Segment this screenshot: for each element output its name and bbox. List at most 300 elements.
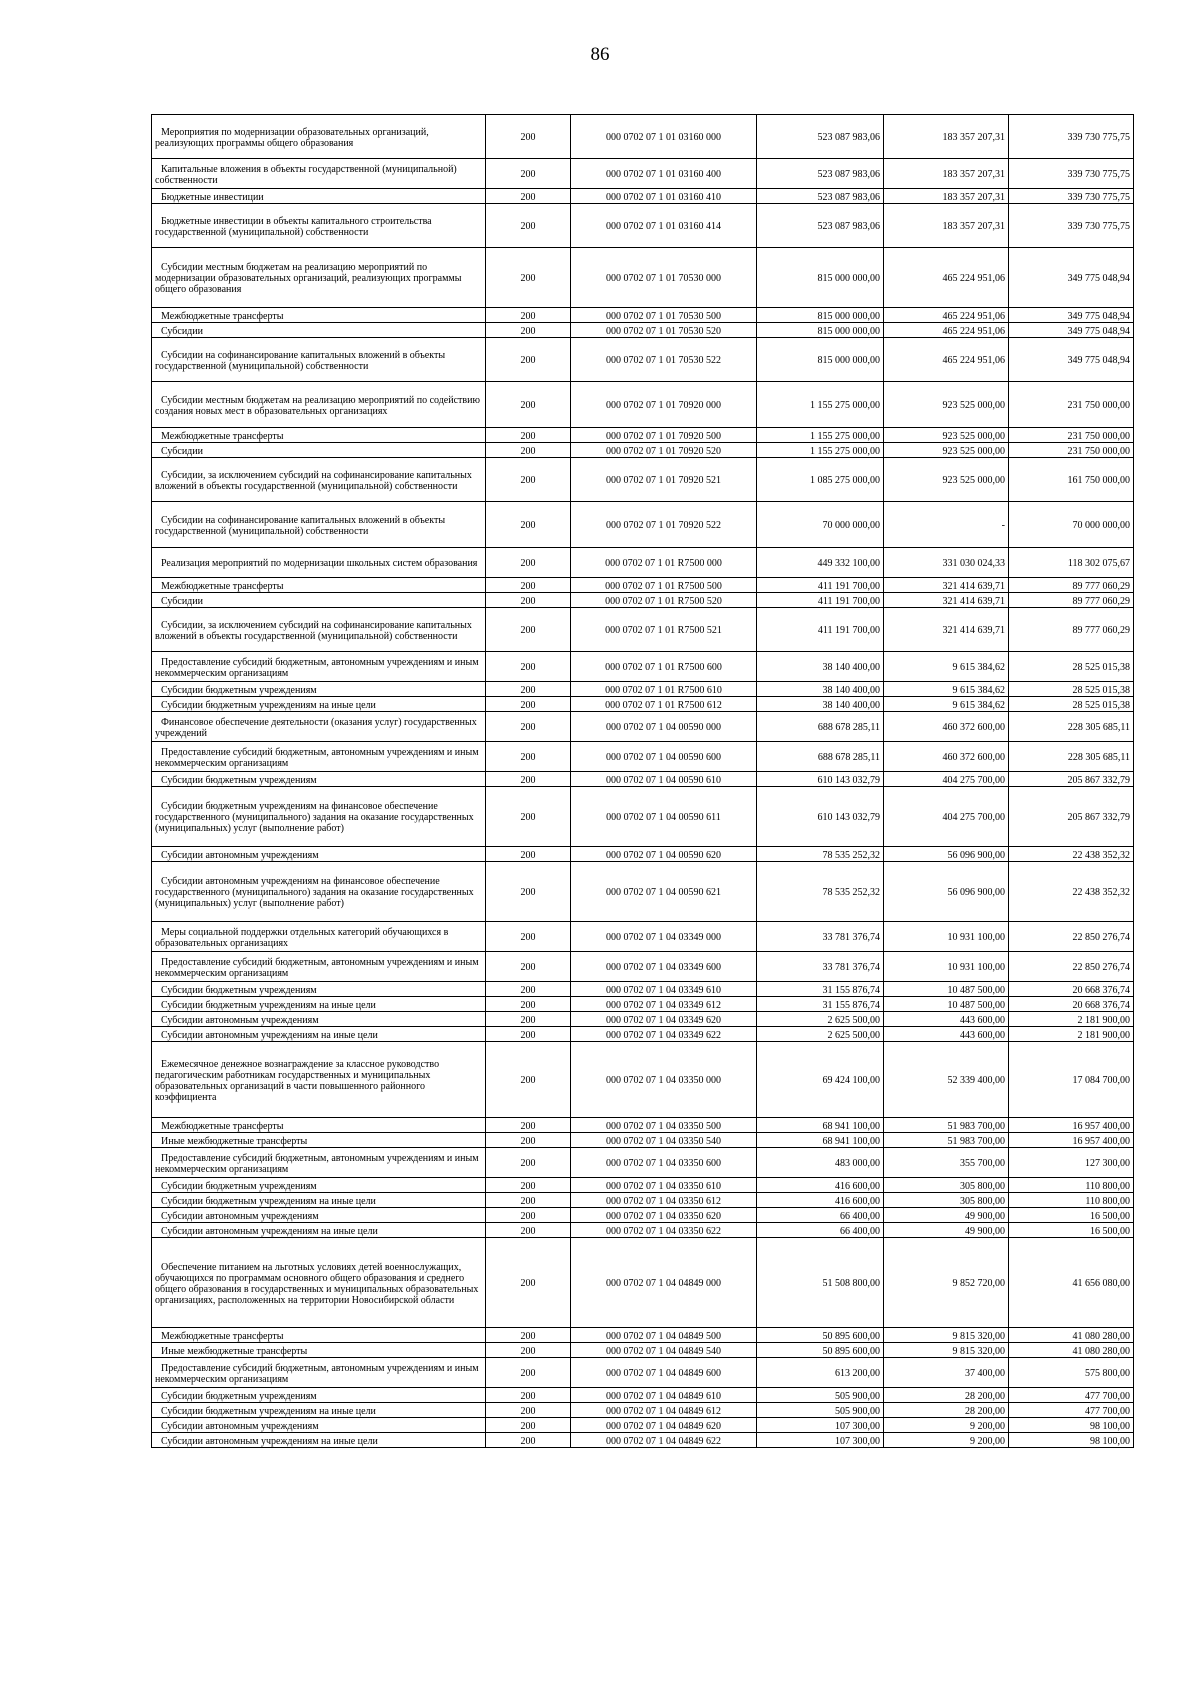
cell-unexecuted-amount: 349 775 048,94 xyxy=(1009,308,1134,323)
cell-unexecuted-amount: 2 181 900,00 xyxy=(1009,1027,1134,1042)
cell-name: Субсидии бюджетным учреждениям xyxy=(152,1178,486,1193)
cell-executed-amount: 443 600,00 xyxy=(884,1012,1009,1027)
cell-classification-code: 000 0702 07 1 01 R7500 500 xyxy=(571,578,757,593)
cell-classification-code: 000 0702 07 1 04 00590 610 xyxy=(571,772,757,787)
cell-executed-amount: 331 030 024,33 xyxy=(884,548,1009,578)
cell-classification-code: 000 0702 07 1 01 70530 520 xyxy=(571,323,757,338)
cell-unexecuted-amount: 16 500,00 xyxy=(1009,1208,1134,1223)
cell-name: Субсидии бюджетным учреждениям на иные цели xyxy=(152,697,486,712)
cell-name: Субсидии автономным учреждениям xyxy=(152,1208,486,1223)
cell-name: Субсидии местным бюджетам на реализацию мероприятий по содействию создания новых мест в образовательных организациях xyxy=(152,382,486,428)
budget-execution-table xyxy=(151,114,1134,1448)
cell-classification-code: 000 0702 07 1 04 04849 000 xyxy=(571,1238,757,1328)
cell-unexecuted-amount: 16 957 400,00 xyxy=(1009,1118,1134,1133)
cell-unexecuted-amount: 477 700,00 xyxy=(1009,1388,1134,1403)
cell-executed-amount: 9 615 384,62 xyxy=(884,697,1009,712)
cell-approved-amount: 50 895 600,00 xyxy=(757,1328,884,1343)
cell-approved-amount: 613 200,00 xyxy=(757,1358,884,1388)
cell-classification-code: 000 0702 07 1 04 03350 500 xyxy=(571,1118,757,1133)
cell-classification-code: 000 0702 07 1 04 03350 612 xyxy=(571,1193,757,1208)
cell-line-code: 200 xyxy=(486,1403,571,1418)
cell-unexecuted-amount: 98 100,00 xyxy=(1009,1433,1134,1448)
cell-classification-code: 000 0702 07 1 01 70530 500 xyxy=(571,308,757,323)
cell-approved-amount: 2 625 500,00 xyxy=(757,1012,884,1027)
cell-approved-amount: 2 625 500,00 xyxy=(757,1027,884,1042)
table-row xyxy=(152,1193,1134,1208)
cell-line-code: 200 xyxy=(486,697,571,712)
cell-approved-amount: 69 424 100,00 xyxy=(757,1042,884,1118)
cell-name: Субсидии xyxy=(152,443,486,458)
cell-executed-amount: 183 357 207,31 xyxy=(884,189,1009,204)
table-row xyxy=(152,1012,1134,1027)
cell-unexecuted-amount: 28 525 015,38 xyxy=(1009,682,1134,697)
cell-line-code: 200 xyxy=(486,159,571,189)
cell-executed-amount: 56 096 900,00 xyxy=(884,847,1009,862)
cell-classification-code: 000 0702 07 1 01 R7500 600 xyxy=(571,652,757,682)
cell-line-code: 200 xyxy=(486,593,571,608)
cell-executed-amount: 9 200,00 xyxy=(884,1418,1009,1433)
cell-unexecuted-amount: 231 750 000,00 xyxy=(1009,382,1134,428)
cell-classification-code: 000 0702 07 1 01 70920 500 xyxy=(571,428,757,443)
cell-name: Предоставление субсидий бюджетным, автономным учреждениям и иным некоммерческим организациям xyxy=(152,1358,486,1388)
cell-approved-amount: 523 087 983,06 xyxy=(757,189,884,204)
table-row xyxy=(152,1403,1134,1418)
cell-executed-amount: 37 400,00 xyxy=(884,1358,1009,1388)
cell-name: Межбюджетные трансферты xyxy=(152,578,486,593)
cell-classification-code: 000 0702 07 1 04 03349 000 xyxy=(571,922,757,952)
cell-name: Субсидии бюджетным учреждениям xyxy=(152,772,486,787)
cell-name: Реализация мероприятий по модернизации школьных систем образования xyxy=(152,548,486,578)
cell-name: Субсидии бюджетным учреждениям xyxy=(152,682,486,697)
cell-classification-code: 000 0702 07 1 04 03350 000 xyxy=(571,1042,757,1118)
cell-executed-amount: 183 357 207,31 xyxy=(884,204,1009,248)
cell-classification-code: 000 0702 07 1 01 70920 522 xyxy=(571,502,757,548)
cell-approved-amount: 523 087 983,06 xyxy=(757,115,884,159)
table-row xyxy=(152,652,1134,682)
cell-classification-code: 000 0702 07 1 04 04849 620 xyxy=(571,1418,757,1433)
cell-line-code: 200 xyxy=(486,682,571,697)
cell-classification-code: 000 0702 07 1 04 03350 622 xyxy=(571,1223,757,1238)
cell-executed-amount: 9 615 384,62 xyxy=(884,682,1009,697)
cell-executed-amount: 52 339 400,00 xyxy=(884,1042,1009,1118)
cell-executed-amount: 9 815 320,00 xyxy=(884,1343,1009,1358)
cell-executed-amount: 51 983 700,00 xyxy=(884,1133,1009,1148)
page-number: 86 xyxy=(590,44,610,65)
cell-executed-amount: 49 900,00 xyxy=(884,1223,1009,1238)
table-row xyxy=(152,248,1134,308)
table-row xyxy=(152,443,1134,458)
cell-unexecuted-amount: 339 730 775,75 xyxy=(1009,115,1134,159)
cell-name: Субсидии на софинансирование капитальных вложений в объекты государственной (муниципальной) собственности xyxy=(152,338,486,382)
table-row xyxy=(152,1388,1134,1403)
cell-classification-code: 000 0702 07 1 04 03349 610 xyxy=(571,982,757,997)
cell-executed-amount: 460 372 600,00 xyxy=(884,742,1009,772)
cell-line-code: 200 xyxy=(486,248,571,308)
cell-executed-amount: 404 275 700,00 xyxy=(884,787,1009,847)
cell-name: Предоставление субсидий бюджетным, автономным учреждениям и иным некоммерческим организациям xyxy=(152,1148,486,1178)
cell-executed-amount: 321 414 639,71 xyxy=(884,593,1009,608)
cell-executed-amount: 321 414 639,71 xyxy=(884,608,1009,652)
cell-name: Субсидии местным бюджетам на реализацию мероприятий по модернизации образовательных организаций, реализующих программы общего образования xyxy=(152,248,486,308)
cell-approved-amount: 33 781 376,74 xyxy=(757,922,884,952)
cell-approved-amount: 411 191 700,00 xyxy=(757,578,884,593)
cell-unexecuted-amount: 349 775 048,94 xyxy=(1009,323,1134,338)
cell-executed-amount: 28 200,00 xyxy=(884,1403,1009,1418)
cell-unexecuted-amount: 70 000 000,00 xyxy=(1009,502,1134,548)
cell-unexecuted-amount: 349 775 048,94 xyxy=(1009,338,1134,382)
cell-approved-amount: 483 000,00 xyxy=(757,1148,884,1178)
cell-line-code: 200 xyxy=(486,323,571,338)
table-row xyxy=(152,323,1134,338)
table-row xyxy=(152,1042,1134,1118)
cell-line-code: 200 xyxy=(486,862,571,922)
cell-line-code: 200 xyxy=(486,847,571,862)
table-row xyxy=(152,1027,1134,1042)
cell-line-code: 200 xyxy=(486,308,571,323)
table-row xyxy=(152,1178,1134,1193)
cell-unexecuted-amount: 89 777 060,29 xyxy=(1009,608,1134,652)
cell-unexecuted-amount: 89 777 060,29 xyxy=(1009,578,1134,593)
cell-approved-amount: 523 087 983,06 xyxy=(757,159,884,189)
table-row xyxy=(152,159,1134,189)
cell-approved-amount: 505 900,00 xyxy=(757,1403,884,1418)
cell-line-code: 200 xyxy=(486,1118,571,1133)
cell-classification-code: 000 0702 07 1 01 70920 521 xyxy=(571,458,757,502)
cell-unexecuted-amount: 127 300,00 xyxy=(1009,1148,1134,1178)
cell-name: Субсидии, за исключением субсидий на софинансирование капитальных вложений в объекты государственной (муниципальной) собственности xyxy=(152,608,486,652)
cell-classification-code: 000 0702 07 1 04 03350 600 xyxy=(571,1148,757,1178)
cell-unexecuted-amount: 161 750 000,00 xyxy=(1009,458,1134,502)
cell-unexecuted-amount: 89 777 060,29 xyxy=(1009,593,1134,608)
cell-name: Предоставление субсидий бюджетным, автономным учреждениям и иным некоммерческим организациям xyxy=(152,952,486,982)
cell-classification-code: 000 0702 07 1 04 04849 622 xyxy=(571,1433,757,1448)
cell-approved-amount: 411 191 700,00 xyxy=(757,608,884,652)
cell-line-code: 200 xyxy=(486,742,571,772)
cell-unexecuted-amount: 17 084 700,00 xyxy=(1009,1042,1134,1118)
cell-executed-amount: 9 200,00 xyxy=(884,1433,1009,1448)
cell-line-code: 200 xyxy=(486,1418,571,1433)
cell-name: Субсидии бюджетным учреждениям на финансовое обеспечение государственного (муниципального) задания на оказание государственных (муниципальных) услуг (выполнение работ) xyxy=(152,787,486,847)
cell-unexecuted-amount: 228 305 685,11 xyxy=(1009,742,1134,772)
cell-approved-amount: 1 155 275 000,00 xyxy=(757,443,884,458)
cell-line-code: 200 xyxy=(486,787,571,847)
cell-unexecuted-amount: 205 867 332,79 xyxy=(1009,772,1134,787)
cell-classification-code: 000 0702 07 1 01 70920 520 xyxy=(571,443,757,458)
cell-name: Иные межбюджетные трансферты xyxy=(152,1343,486,1358)
table-row xyxy=(152,428,1134,443)
cell-classification-code: 000 0702 07 1 01 R7500 520 xyxy=(571,593,757,608)
cell-approved-amount: 449 332 100,00 xyxy=(757,548,884,578)
cell-executed-amount: 183 357 207,31 xyxy=(884,159,1009,189)
cell-classification-code: 000 0702 07 1 01 R7500 521 xyxy=(571,608,757,652)
cell-unexecuted-amount: 41 080 280,00 xyxy=(1009,1343,1134,1358)
cell-executed-amount: 10 931 100,00 xyxy=(884,922,1009,952)
table-row xyxy=(152,608,1134,652)
table-row xyxy=(152,1223,1134,1238)
table-row xyxy=(152,952,1134,982)
table-row xyxy=(152,593,1134,608)
table-row xyxy=(152,1238,1134,1328)
cell-approved-amount: 33 781 376,74 xyxy=(757,952,884,982)
cell-executed-amount: 56 096 900,00 xyxy=(884,862,1009,922)
table-row xyxy=(152,772,1134,787)
cell-line-code: 200 xyxy=(486,1178,571,1193)
cell-unexecuted-amount: 16 957 400,00 xyxy=(1009,1133,1134,1148)
cell-classification-code: 000 0702 07 1 04 03349 600 xyxy=(571,952,757,982)
cell-classification-code: 000 0702 07 1 04 03349 620 xyxy=(571,1012,757,1027)
cell-name: Субсидии бюджетным учреждениям на иные цели xyxy=(152,1403,486,1418)
cell-classification-code: 000 0702 07 1 04 03350 540 xyxy=(571,1133,757,1148)
cell-approved-amount: 38 140 400,00 xyxy=(757,682,884,697)
cell-approved-amount: 66 400,00 xyxy=(757,1208,884,1223)
cell-approved-amount: 70 000 000,00 xyxy=(757,502,884,548)
cell-line-code: 200 xyxy=(486,608,571,652)
cell-approved-amount: 68 941 100,00 xyxy=(757,1118,884,1133)
cell-approved-amount: 38 140 400,00 xyxy=(757,652,884,682)
cell-unexecuted-amount: 41 080 280,00 xyxy=(1009,1328,1134,1343)
cell-executed-amount: 355 700,00 xyxy=(884,1148,1009,1178)
table-row xyxy=(152,1343,1134,1358)
cell-line-code: 200 xyxy=(486,1238,571,1328)
cell-executed-amount: 10 931 100,00 xyxy=(884,952,1009,982)
table-row xyxy=(152,1118,1134,1133)
cell-unexecuted-amount: 98 100,00 xyxy=(1009,1418,1134,1433)
cell-name: Субсидии автономным учреждениям xyxy=(152,847,486,862)
cell-name: Финансовое обеспечение деятельности (оказания услуг) государственных учреждений xyxy=(152,712,486,742)
cell-name: Субсидии xyxy=(152,323,486,338)
cell-approved-amount: 1 085 275 000,00 xyxy=(757,458,884,502)
cell-executed-amount: 305 800,00 xyxy=(884,1193,1009,1208)
cell-unexecuted-amount: 231 750 000,00 xyxy=(1009,443,1134,458)
cell-line-code: 200 xyxy=(486,1193,571,1208)
table-row xyxy=(152,115,1134,159)
cell-executed-amount: - xyxy=(884,502,1009,548)
cell-executed-amount: 183 357 207,31 xyxy=(884,115,1009,159)
cell-approved-amount: 610 143 032,79 xyxy=(757,787,884,847)
cell-name: Субсидии xyxy=(152,593,486,608)
cell-executed-amount: 404 275 700,00 xyxy=(884,772,1009,787)
cell-line-code: 200 xyxy=(486,1388,571,1403)
cell-line-code: 200 xyxy=(486,712,571,742)
table-row xyxy=(152,742,1134,772)
cell-line-code: 200 xyxy=(486,1208,571,1223)
cell-classification-code: 000 0702 07 1 04 03350 620 xyxy=(571,1208,757,1223)
cell-line-code: 200 xyxy=(486,338,571,382)
cell-approved-amount: 1 155 275 000,00 xyxy=(757,382,884,428)
cell-executed-amount: 923 525 000,00 xyxy=(884,458,1009,502)
cell-approved-amount: 610 143 032,79 xyxy=(757,772,884,787)
cell-unexecuted-amount: 41 656 080,00 xyxy=(1009,1238,1134,1328)
cell-unexecuted-amount: 20 668 376,74 xyxy=(1009,982,1134,997)
table-row xyxy=(152,997,1134,1012)
cell-name: Субсидии бюджетным учреждениям на иные цели xyxy=(152,1193,486,1208)
cell-name: Межбюджетные трансферты xyxy=(152,308,486,323)
cell-executed-amount: 465 224 951,06 xyxy=(884,338,1009,382)
cell-classification-code: 000 0702 07 1 01 R7500 000 xyxy=(571,548,757,578)
cell-name: Субсидии бюджетным учреждениям на иные цели xyxy=(152,997,486,1012)
table-row xyxy=(152,204,1134,248)
cell-classification-code: 000 0702 07 1 04 04849 612 xyxy=(571,1403,757,1418)
cell-name: Субсидии автономным учреждениям xyxy=(152,1012,486,1027)
cell-line-code: 200 xyxy=(486,1042,571,1118)
cell-executed-amount: 465 224 951,06 xyxy=(884,323,1009,338)
cell-name: Межбюджетные трансферты xyxy=(152,1328,486,1343)
cell-approved-amount: 78 535 252,32 xyxy=(757,862,884,922)
cell-line-code: 200 xyxy=(486,997,571,1012)
cell-line-code: 200 xyxy=(486,922,571,952)
table-row xyxy=(152,1328,1134,1343)
cell-executed-amount: 28 200,00 xyxy=(884,1388,1009,1403)
cell-name: Субсидии бюджетным учреждениям xyxy=(152,982,486,997)
cell-classification-code: 000 0702 07 1 04 00590 000 xyxy=(571,712,757,742)
cell-name: Субсидии автономным учреждениям на иные цели xyxy=(152,1223,486,1238)
cell-line-code: 200 xyxy=(486,1433,571,1448)
table-row xyxy=(152,922,1134,952)
cell-classification-code: 000 0702 07 1 04 04849 500 xyxy=(571,1328,757,1343)
cell-name: Предоставление субсидий бюджетным, автономным учреждениям и иным некоммерческим организациям xyxy=(152,652,486,682)
cell-line-code: 200 xyxy=(486,982,571,997)
cell-approved-amount: 50 895 600,00 xyxy=(757,1343,884,1358)
cell-executed-amount: 460 372 600,00 xyxy=(884,712,1009,742)
cell-approved-amount: 107 300,00 xyxy=(757,1418,884,1433)
cell-name: Предоставление субсидий бюджетным, автономным учреждениям и иным некоммерческим организациям xyxy=(152,742,486,772)
cell-line-code: 200 xyxy=(486,772,571,787)
cell-classification-code: 000 0702 07 1 04 00590 621 xyxy=(571,862,757,922)
cell-line-code: 200 xyxy=(486,952,571,982)
cell-executed-amount: 305 800,00 xyxy=(884,1178,1009,1193)
cell-classification-code: 000 0702 07 1 04 04849 540 xyxy=(571,1343,757,1358)
table-row xyxy=(152,862,1134,922)
cell-line-code: 200 xyxy=(486,1343,571,1358)
cell-name: Субсидии автономным учреждениям на иные цели xyxy=(152,1433,486,1448)
cell-line-code: 200 xyxy=(486,1027,571,1042)
cell-executed-amount: 49 900,00 xyxy=(884,1208,1009,1223)
cell-approved-amount: 505 900,00 xyxy=(757,1388,884,1403)
cell-classification-code: 000 0702 07 1 01 R7500 612 xyxy=(571,697,757,712)
cell-executed-amount: 9 852 720,00 xyxy=(884,1238,1009,1328)
cell-classification-code: 000 0702 07 1 04 00590 611 xyxy=(571,787,757,847)
table-row xyxy=(152,1418,1134,1433)
cell-approved-amount: 688 678 285,11 xyxy=(757,712,884,742)
cell-name: Субсидии на софинансирование капитальных вложений в объекты государственной (муниципальной) собственности xyxy=(152,502,486,548)
table-row xyxy=(152,847,1134,862)
cell-line-code: 200 xyxy=(486,189,571,204)
cell-executed-amount: 9 615 384,62 xyxy=(884,652,1009,682)
cell-line-code: 200 xyxy=(486,1328,571,1343)
cell-line-code: 200 xyxy=(486,1133,571,1148)
cell-executed-amount: 443 600,00 xyxy=(884,1027,1009,1042)
table-row xyxy=(152,1148,1134,1178)
cell-classification-code: 000 0702 07 1 01 70530 522 xyxy=(571,338,757,382)
cell-classification-code: 000 0702 07 1 04 04849 610 xyxy=(571,1388,757,1403)
cell-classification-code: 000 0702 07 1 04 03349 622 xyxy=(571,1027,757,1042)
cell-executed-amount: 465 224 951,06 xyxy=(884,248,1009,308)
table-row xyxy=(152,382,1134,428)
cell-name: Иные межбюджетные трансферты xyxy=(152,1133,486,1148)
cell-name: Субсидии автономным учреждениям на иные цели xyxy=(152,1027,486,1042)
cell-line-code: 200 xyxy=(486,1223,571,1238)
table-row xyxy=(152,308,1134,323)
cell-executed-amount: 51 983 700,00 xyxy=(884,1118,1009,1133)
cell-line-code: 200 xyxy=(486,1012,571,1027)
cell-executed-amount: 923 525 000,00 xyxy=(884,443,1009,458)
cell-unexecuted-amount: 110 800,00 xyxy=(1009,1178,1134,1193)
table-row xyxy=(152,578,1134,593)
cell-unexecuted-amount: 22 850 276,74 xyxy=(1009,952,1134,982)
cell-unexecuted-amount: 118 302 075,67 xyxy=(1009,548,1134,578)
cell-unexecuted-amount: 339 730 775,75 xyxy=(1009,204,1134,248)
cell-unexecuted-amount: 205 867 332,79 xyxy=(1009,787,1134,847)
cell-classification-code: 000 0702 07 1 04 04849 600 xyxy=(571,1358,757,1388)
cell-line-code: 200 xyxy=(486,443,571,458)
cell-executed-amount: 9 815 320,00 xyxy=(884,1328,1009,1343)
cell-unexecuted-amount: 477 700,00 xyxy=(1009,1403,1134,1418)
cell-unexecuted-amount: 228 305 685,11 xyxy=(1009,712,1134,742)
cell-unexecuted-amount: 339 730 775,75 xyxy=(1009,189,1134,204)
cell-classification-code: 000 0702 07 1 01 03160 400 xyxy=(571,159,757,189)
cell-name: Субсидии автономным учреждениям на финансовое обеспечение государственного (муниципального) задания на оказание государственных (муниципальных) услуг (выполнение работ) xyxy=(152,862,486,922)
table-row xyxy=(152,189,1134,204)
cell-name: Субсидии бюджетным учреждениям xyxy=(152,1388,486,1403)
cell-approved-amount: 107 300,00 xyxy=(757,1433,884,1448)
table-row xyxy=(152,787,1134,847)
cell-classification-code: 000 0702 07 1 01 R7500 610 xyxy=(571,682,757,697)
cell-unexecuted-amount: 231 750 000,00 xyxy=(1009,428,1134,443)
cell-unexecuted-amount: 28 525 015,38 xyxy=(1009,697,1134,712)
cell-executed-amount: 465 224 951,06 xyxy=(884,308,1009,323)
cell-executed-amount: 10 487 500,00 xyxy=(884,982,1009,997)
cell-approved-amount: 1 155 275 000,00 xyxy=(757,428,884,443)
cell-line-code: 200 xyxy=(486,428,571,443)
cell-executed-amount: 10 487 500,00 xyxy=(884,997,1009,1012)
table-row xyxy=(152,338,1134,382)
cell-unexecuted-amount: 28 525 015,38 xyxy=(1009,652,1134,682)
cell-unexecuted-amount: 110 800,00 xyxy=(1009,1193,1134,1208)
cell-classification-code: 000 0702 07 1 01 03160 410 xyxy=(571,189,757,204)
table-row xyxy=(152,502,1134,548)
table-row xyxy=(152,982,1134,997)
cell-classification-code: 000 0702 07 1 01 70920 000 xyxy=(571,382,757,428)
cell-executed-amount: 923 525 000,00 xyxy=(884,382,1009,428)
cell-approved-amount: 523 087 983,06 xyxy=(757,204,884,248)
cell-unexecuted-amount: 22 438 352,32 xyxy=(1009,862,1134,922)
cell-executed-amount: 923 525 000,00 xyxy=(884,428,1009,443)
cell-classification-code: 000 0702 07 1 04 00590 600 xyxy=(571,742,757,772)
cell-classification-code: 000 0702 07 1 01 03160 414 xyxy=(571,204,757,248)
cell-classification-code: 000 0702 07 1 01 03160 000 xyxy=(571,115,757,159)
cell-approved-amount: 66 400,00 xyxy=(757,1223,884,1238)
cell-approved-amount: 78 535 252,32 xyxy=(757,847,884,862)
cell-unexecuted-amount: 22 438 352,32 xyxy=(1009,847,1134,862)
cell-approved-amount: 815 000 000,00 xyxy=(757,248,884,308)
cell-executed-amount: 321 414 639,71 xyxy=(884,578,1009,593)
cell-name: Мероприятия по модернизации образовательных организаций, реализующих программы общего образования xyxy=(152,115,486,159)
cell-unexecuted-amount: 339 730 775,75 xyxy=(1009,159,1134,189)
cell-line-code: 200 xyxy=(486,578,571,593)
cell-line-code: 200 xyxy=(486,204,571,248)
cell-name: Обеспечение питанием на льготных условиях детей военнослужащих, обучающихся по программам основного общего образования и среднего общего образования в государственных и муниципальных образовательных организациях, расположенных на территории Новосибирской области xyxy=(152,1238,486,1328)
cell-classification-code: 000 0702 07 1 04 03349 612 xyxy=(571,997,757,1012)
cell-line-code: 200 xyxy=(486,1358,571,1388)
cell-line-code: 200 xyxy=(486,502,571,548)
cell-approved-amount: 688 678 285,11 xyxy=(757,742,884,772)
table-body xyxy=(152,115,1134,1448)
cell-name: Капитальные вложения в объекты государственной (муниципальной) собственности xyxy=(152,159,486,189)
cell-approved-amount: 411 191 700,00 xyxy=(757,593,884,608)
cell-line-code: 200 xyxy=(486,382,571,428)
cell-approved-amount: 815 000 000,00 xyxy=(757,338,884,382)
cell-classification-code: 000 0702 07 1 01 70530 000 xyxy=(571,248,757,308)
